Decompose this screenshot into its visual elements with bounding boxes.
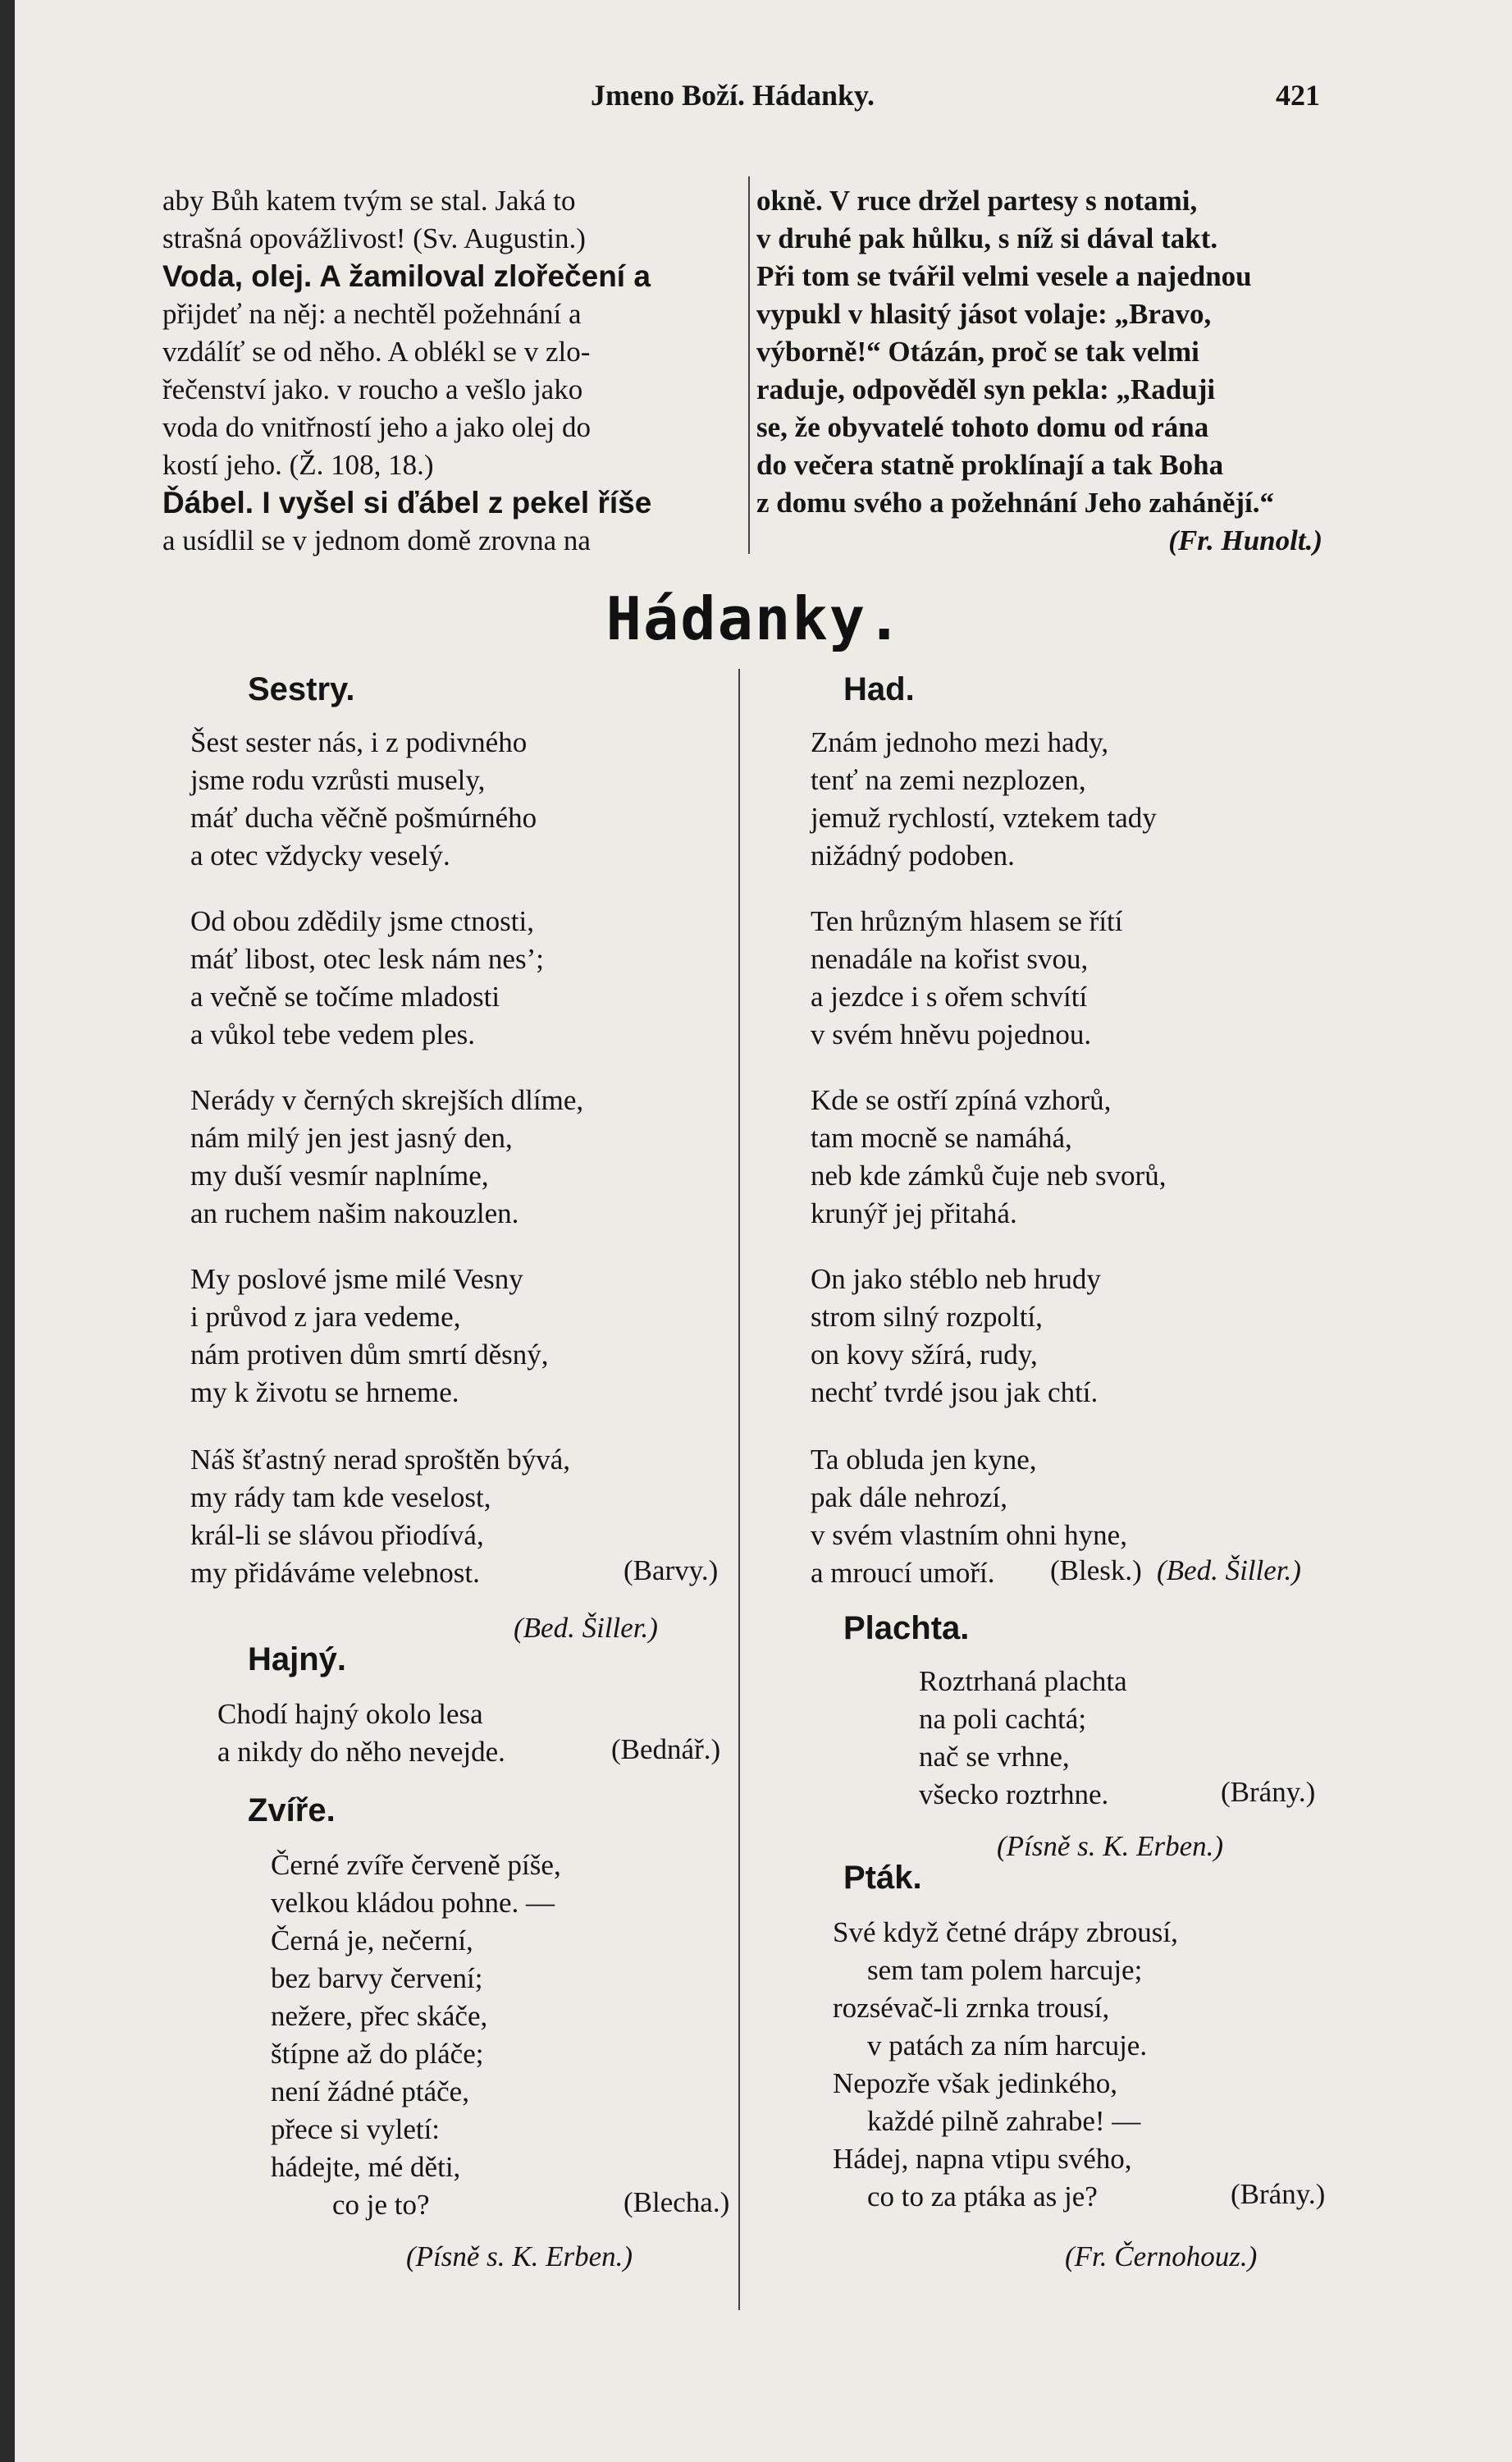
verse-line: krunýř jej přitahá. (811, 1197, 1017, 1229)
verse-line: pak dále nehrozí, (811, 1481, 1008, 1513)
verse-line: Roztrhaná plachta (919, 1665, 1127, 1697)
verse-line: sem tam polem harcuje; (867, 1954, 1143, 1986)
verse-line: nenadále na kořist svou, (811, 943, 1089, 975)
column-divider (748, 176, 750, 554)
citation: (Písně s. K. Erben.) (997, 1830, 1224, 1862)
text-line: aby Bůh katem tvým se stal. Jaká to (162, 185, 576, 217)
text-line: kostí jeho. (Ž. 108, 18.) (162, 449, 434, 481)
verse-line: štípne až do pláče; (271, 2038, 484, 2070)
verse-line: tenť na zemi nezplozen, (811, 764, 1086, 796)
citation: (Bed. Šiller.) (1157, 1554, 1301, 1586)
verse-line: Chodí hajný okolo lesa (217, 1698, 483, 1730)
verse-line: a vůkol tebe vedem ples. (190, 1018, 475, 1050)
verse-line: neb kde zámků čuje neb svorů, (811, 1160, 1167, 1192)
verse-line: v svém vlastním ohni hyne, (811, 1519, 1127, 1551)
verse-line: není žádné ptáče, (271, 2075, 469, 2107)
stanza (190, 724, 537, 875)
top-left-column (162, 182, 733, 560)
verse-line: co to za ptáka as je? (867, 2181, 1098, 2213)
verse-line: nežere, přec skáče, (271, 2000, 488, 2032)
verse-line: přece si vyletí: (271, 2113, 441, 2145)
page-spine-shadow (0, 0, 15, 2462)
text-line: Při tom se tvářil velmi vesele a najednou (756, 260, 1252, 292)
riddle-answer: (Brány.) (1231, 2178, 1326, 2210)
verse-line: Nerády v černých skrejších dlíme, (190, 1084, 584, 1116)
riddle-title-zvire: Zvíře. (248, 1792, 336, 1828)
riddle-title-hajny: Hajný. (248, 1641, 347, 1677)
text-line: raduje, odpověděl syn pekla: „Raduji (756, 373, 1216, 405)
verse-line: Ta obluda jen kyne, (811, 1444, 1037, 1476)
verse-line: my k životu se hrneme. (190, 1376, 459, 1408)
verse-line: máť ducha věčně pošmúrného (190, 802, 537, 834)
text-line: vypukl v hlasitý jásot volaje: „Bravo, (756, 298, 1212, 330)
riddle-answer: (Brány.) (1221, 1776, 1316, 1808)
text-line: se, že obyvatelé tohoto domu od rána (756, 411, 1209, 443)
citation: (Bed. Šiller.) (514, 1612, 658, 1644)
verse-line: i průvod z jara vedeme, (190, 1301, 461, 1333)
verse-line: Hádej, napna vtipu svého, (833, 2143, 1132, 2175)
verse-line: jemuž rychlostí, vztekem tady (811, 802, 1157, 834)
text-line: a usídlil se v jednom domě zrovna na (162, 524, 591, 556)
verse-line: jsme rodu vzrůsti musely, (190, 764, 486, 796)
verse-line: my přidáváme velebnost. (190, 1557, 480, 1589)
riddle-answer: (Blesk.) (1050, 1554, 1142, 1586)
verse-line: Černé zvíře červeně píše, (271, 1849, 561, 1881)
verse-line: v svém hněvu pojednou. (811, 1018, 1092, 1050)
verse-line: velkou kládou pohne. — (271, 1887, 555, 1919)
verse-line: král-li se slávou přiodívá, (190, 1519, 484, 1551)
verse-line: v patách za ním harcuje. (867, 2030, 1148, 2062)
verse-line: my duší vesmír naplníme, (190, 1160, 489, 1192)
riddle-answer: (Bednář.) (611, 1733, 721, 1765)
stanza (217, 1695, 505, 1771)
verse-line: a jezdce i s ořem schvítí (811, 981, 1088, 1013)
verse-line: tam mocně se namáhá, (811, 1122, 1072, 1154)
text-line: přijdeť na něj: a nechtěl požehnání a (162, 298, 582, 330)
riddle-answer: (Blecha.) (624, 2186, 730, 2218)
verse-line: rozsévač-li zrnka trousí, (833, 1992, 1110, 2024)
verse-line: a večně se točíme mladosti (190, 981, 500, 1013)
verse-line: an ruchem našim nakouzlen. (190, 1197, 519, 1229)
verse-line: Znám jednoho mezi hady, (811, 726, 1109, 758)
riddle-title-sestry: Sestry. (248, 671, 355, 707)
verse-line: bez barvy červení; (271, 1962, 483, 1994)
verse-line: na poli cachtá; (919, 1703, 1087, 1735)
verse-line: Své když četné drápy zbrousí, (833, 1916, 1178, 1948)
verse-line: My poslové jsme milé Vesny (190, 1263, 523, 1295)
text-line: vzdálíť se od něho. A oblékl se v zlo- (162, 336, 591, 368)
verse-line: hádejte, mé děti, (271, 2151, 461, 2183)
section-title: Hádanky. (605, 584, 904, 653)
verse-line: všecko roztrhne. (919, 1778, 1109, 1810)
page-number: 421 (1276, 79, 1320, 112)
stanza (271, 1846, 561, 2224)
riddle-title-plachta: Plachta. (843, 1610, 970, 1646)
stanza (811, 1082, 1166, 1233)
verse-line: každé pilně zahrabe! — (867, 2105, 1141, 2137)
text-line: řečenství jako. v roucho a vešlo jako (162, 373, 583, 405)
verse-line: nač se vrhne, (919, 1741, 1070, 1773)
citation: (Fr. Hunolt.) (1168, 524, 1322, 556)
stanza (919, 1663, 1127, 1814)
verse-line: a mroucí umoří. (811, 1557, 995, 1589)
running-header: Jmeno Boží. Hádanky. (591, 79, 875, 112)
verse-line: nechť tvrdé jsou jak chtí. (811, 1376, 1099, 1408)
stanza (190, 1261, 548, 1412)
riddle-answer: (Barvy.) (624, 1554, 719, 1586)
entry-voda-olej: Voda, olej. A žamiloval zlořečení a (162, 259, 651, 293)
text-line: v druhé pak hůlku, s níž si dával takt. (756, 222, 1218, 254)
verse-line: nám milý jen jest jasný den, (190, 1122, 513, 1154)
riddle-title-ptak: Pták. (843, 1860, 922, 1896)
stanza (811, 724, 1157, 875)
text-line: do večera statně proklínají a tak Boha (756, 449, 1224, 481)
riddles-column-divider (738, 669, 740, 2310)
verse-line: nižádný podoben. (811, 840, 1015, 872)
riddle-title-had: Had. (843, 671, 915, 707)
stanza (190, 903, 544, 1054)
verse-line: Šest sester nás, i z podivného (190, 726, 528, 758)
verse-line: nám protiven dům smrtí děsný, (190, 1339, 549, 1371)
top-right-column (756, 182, 1347, 560)
citation: (Písně s. K. Erben.) (406, 2240, 633, 2272)
stanza (190, 1441, 570, 1592)
citation: (Fr. Černohouz.) (1065, 2240, 1258, 2272)
verse-line: Kde se ostří zpíná vzhorů, (811, 1084, 1112, 1116)
stanza (811, 1261, 1101, 1412)
verse-line: a nikdy do něho nevejde. (217, 1736, 505, 1768)
verse-line: on kovy sžírá, rudy, (811, 1339, 1038, 1371)
verse-line: strom silný rozpoltí, (811, 1301, 1043, 1333)
verse-line: Ten hrůzným hlasem se řítí (811, 905, 1123, 937)
text-line: strašná opovážlivost! (Sv. Augustin.) (162, 222, 586, 254)
verse-line: máť libost, otec lesk nám nes’; (190, 943, 544, 975)
verse-line: Nepozře však jedinkého, (833, 2067, 1117, 2099)
text-line: voda do vnitřností jeho a jako olej do (162, 411, 591, 443)
stanza (190, 1082, 583, 1233)
verse-line: Černá je, nečerní, (271, 1924, 473, 1956)
text-line: výborně!“ Otázán, proč se tak velmi (756, 336, 1199, 368)
verse-line: my rády tam kde veselost, (190, 1481, 491, 1513)
entry-dabel: Ďábel. I vyšel si ďábel z pekel říše (162, 486, 652, 519)
verse-line: co je to? (332, 2189, 430, 2221)
verse-line: On jako stéblo neb hrudy (811, 1263, 1101, 1295)
stanza (811, 903, 1123, 1054)
verse-line: Náš šťastný nerad sproštěn bývá, (190, 1444, 571, 1476)
verse-line: Od obou zdědily jsme ctnosti, (190, 905, 534, 937)
verse-line: a otec vždycky veselý. (190, 840, 450, 872)
text-line: okně. V ruce držel partesy s notami, (756, 185, 1198, 217)
stanza (833, 1914, 1178, 2216)
text-line: z domu svého a požehnání Jeho zahánějí.“ (756, 487, 1275, 519)
